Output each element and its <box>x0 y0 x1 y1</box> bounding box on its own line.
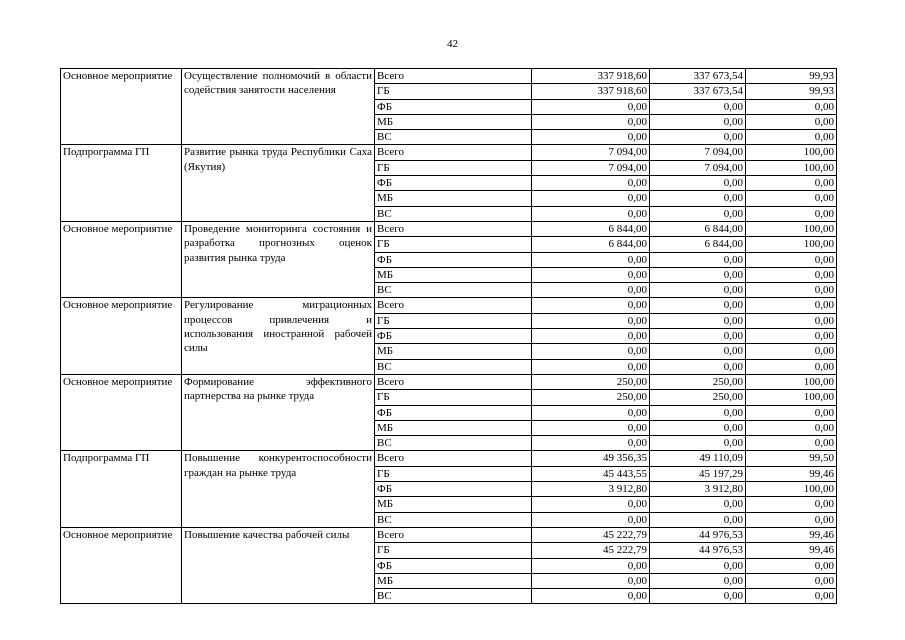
planned-amount-cell: 6 844,00 <box>532 237 650 252</box>
execution-percent-cell: 0,00 <box>746 329 837 344</box>
program-name-cell: Развитие рынка труда Республики Саха (Якутия) <box>182 145 375 221</box>
actual-amount-cell: 0,00 <box>650 176 746 191</box>
actual-amount-cell: 0,00 <box>650 298 746 313</box>
planned-amount-cell: 7 094,00 <box>532 145 650 160</box>
actual-amount-cell: 0,00 <box>650 191 746 206</box>
table-row <box>61 69 837 84</box>
planned-amount-cell: 7 094,00 <box>532 160 650 175</box>
actual-amount-cell: 0,00 <box>650 359 746 374</box>
funding-source-cell: ГБ <box>375 466 532 481</box>
actual-amount-cell: 0,00 <box>650 206 746 221</box>
actual-amount-cell: 0,00 <box>650 420 746 435</box>
funding-source-cell: ВС <box>375 589 532 604</box>
actual-amount-cell: 0,00 <box>650 436 746 451</box>
actual-amount-cell: 0,00 <box>650 130 746 145</box>
actual-amount-cell: 7 094,00 <box>650 145 746 160</box>
execution-percent-cell: 0,00 <box>746 558 837 573</box>
planned-amount-cell: 0,00 <box>532 344 650 359</box>
funding-source-cell: МБ <box>375 497 532 512</box>
execution-percent-cell: 99,93 <box>746 84 837 99</box>
funding-source-cell: Всего <box>375 527 532 542</box>
planned-amount-cell: 0,00 <box>532 512 650 527</box>
planned-amount-cell: 0,00 <box>532 298 650 313</box>
table-row <box>61 145 837 160</box>
table-row <box>61 221 837 236</box>
actual-amount-cell: 0,00 <box>650 558 746 573</box>
funding-source-cell: ФБ <box>375 252 532 267</box>
execution-percent-cell: 0,00 <box>746 298 837 313</box>
actual-amount-cell: 0,00 <box>650 573 746 588</box>
funding-source-cell: ГБ <box>375 160 532 175</box>
actual-amount-cell: 44 976,53 <box>650 543 746 558</box>
actual-amount-cell: 0,00 <box>650 114 746 129</box>
funding-source-cell: ГБ <box>375 237 532 252</box>
program-name-cell: Формирование эффективного партнерства на рынке труда <box>182 374 375 450</box>
actual-amount-cell: 0,00 <box>650 99 746 114</box>
actual-amount-cell: 250,00 <box>650 390 746 405</box>
planned-amount-cell: 45 222,79 <box>532 527 650 542</box>
planned-amount-cell: 0,00 <box>532 497 650 512</box>
execution-percent-cell: 0,00 <box>746 589 837 604</box>
planned-amount-cell: 0,00 <box>532 191 650 206</box>
funding-source-cell: ФБ <box>375 329 532 344</box>
actual-amount-cell: 45 197,29 <box>650 466 746 481</box>
execution-percent-cell: 0,00 <box>746 130 837 145</box>
execution-percent-cell: 0,00 <box>746 267 837 282</box>
planned-amount-cell: 0,00 <box>532 267 650 282</box>
execution-percent-cell: 0,00 <box>746 573 837 588</box>
planned-amount-cell: 337 918,60 <box>532 69 650 84</box>
funding-source-cell: Всего <box>375 298 532 313</box>
planned-amount-cell: 0,00 <box>532 206 650 221</box>
execution-percent-cell: 99,46 <box>746 527 837 542</box>
funding-source-cell: ГБ <box>375 390 532 405</box>
execution-percent-cell: 100,00 <box>746 237 837 252</box>
planned-amount-cell: 0,00 <box>532 329 650 344</box>
planned-amount-cell: 0,00 <box>532 558 650 573</box>
program-name-cell: Проведение мониторинга состояния и разработка прогнозных оценок развития рынка труда <box>182 221 375 297</box>
planned-amount-cell: 0,00 <box>532 573 650 588</box>
actual-amount-cell: 0,00 <box>650 283 746 298</box>
planned-amount-cell: 250,00 <box>532 374 650 389</box>
execution-percent-cell: 0,00 <box>746 436 837 451</box>
actual-amount-cell: 44 976,53 <box>650 527 746 542</box>
planned-amount-cell: 6 844,00 <box>532 221 650 236</box>
execution-percent-cell: 99,93 <box>746 69 837 84</box>
actual-amount-cell: 0,00 <box>650 589 746 604</box>
funding-source-cell: ВС <box>375 359 532 374</box>
planned-amount-cell: 0,00 <box>532 114 650 129</box>
funding-source-cell: Всего <box>375 374 532 389</box>
planned-amount-cell: 250,00 <box>532 390 650 405</box>
funding-source-cell: ВС <box>375 130 532 145</box>
planned-amount-cell: 0,00 <box>532 589 650 604</box>
funding-source-cell: ФБ <box>375 558 532 573</box>
program-type-cell: Основное мероприятие <box>61 221 182 297</box>
execution-percent-cell: 0,00 <box>746 176 837 191</box>
actual-amount-cell: 337 673,54 <box>650 84 746 99</box>
program-type-cell: Подпрограмма ГП <box>61 145 182 221</box>
funding-source-cell: МБ <box>375 114 532 129</box>
actual-amount-cell: 337 673,54 <box>650 69 746 84</box>
actual-amount-cell: 250,00 <box>650 374 746 389</box>
funding-source-cell: Всего <box>375 221 532 236</box>
actual-amount-cell: 6 844,00 <box>650 237 746 252</box>
actual-amount-cell: 0,00 <box>650 313 746 328</box>
actual-amount-cell: 7 094,00 <box>650 160 746 175</box>
execution-percent-cell: 99,50 <box>746 451 837 466</box>
program-name-cell: Регулирование миграционных процессов привлечения и использования иностранной рабочей силы <box>182 298 375 374</box>
actual-amount-cell: 0,00 <box>650 329 746 344</box>
actual-amount-cell: 0,00 <box>650 344 746 359</box>
actual-amount-cell: 0,00 <box>650 512 746 527</box>
funding-source-cell: МБ <box>375 191 532 206</box>
planned-amount-cell: 0,00 <box>532 359 650 374</box>
execution-percent-cell: 100,00 <box>746 221 837 236</box>
funding-source-cell: ФБ <box>375 482 532 497</box>
funding-source-cell: ФБ <box>375 405 532 420</box>
funding-source-cell: ВС <box>375 436 532 451</box>
funding-source-cell: МБ <box>375 573 532 588</box>
planned-amount-cell: 49 356,35 <box>532 451 650 466</box>
execution-percent-cell: 0,00 <box>746 252 837 267</box>
actual-amount-cell: 0,00 <box>650 267 746 282</box>
program-name-cell: Осуществление полномочий в области содействия занятости населения <box>182 69 375 145</box>
planned-amount-cell: 0,00 <box>532 313 650 328</box>
actual-amount-cell: 6 844,00 <box>650 221 746 236</box>
planned-amount-cell: 0,00 <box>532 283 650 298</box>
execution-percent-cell: 0,00 <box>746 359 837 374</box>
planned-amount-cell: 0,00 <box>532 99 650 114</box>
execution-percent-cell: 100,00 <box>746 160 837 175</box>
funding-source-cell: Всего <box>375 69 532 84</box>
execution-percent-cell: 0,00 <box>746 283 837 298</box>
execution-percent-cell: 0,00 <box>746 191 837 206</box>
execution-percent-cell: 0,00 <box>746 313 837 328</box>
planned-amount-cell: 3 912,80 <box>532 482 650 497</box>
program-type-cell: Основное мероприятие <box>61 374 182 450</box>
page-number: 42 <box>447 38 458 50</box>
planned-amount-cell: 0,00 <box>532 252 650 267</box>
table-row <box>61 451 837 466</box>
execution-percent-cell: 0,00 <box>746 512 837 527</box>
actual-amount-cell: 0,00 <box>650 405 746 420</box>
funding-source-cell: МБ <box>375 267 532 282</box>
budget-table <box>60 68 837 604</box>
execution-percent-cell: 100,00 <box>746 374 837 389</box>
funding-source-cell: ВС <box>375 283 532 298</box>
program-type-cell: Подпрограмма ГП <box>61 451 182 527</box>
funding-source-cell: Всего <box>375 145 532 160</box>
funding-source-cell: ФБ <box>375 176 532 191</box>
planned-amount-cell: 0,00 <box>532 130 650 145</box>
funding-source-cell: ВС <box>375 206 532 221</box>
planned-amount-cell: 0,00 <box>532 405 650 420</box>
execution-percent-cell: 0,00 <box>746 405 837 420</box>
execution-percent-cell: 100,00 <box>746 482 837 497</box>
funding-source-cell: МБ <box>375 420 532 435</box>
funding-source-cell: ФБ <box>375 99 532 114</box>
table-body <box>61 69 837 604</box>
planned-amount-cell: 0,00 <box>532 420 650 435</box>
table-row <box>61 298 837 313</box>
funding-source-cell: Всего <box>375 451 532 466</box>
funding-source-cell: МБ <box>375 344 532 359</box>
execution-percent-cell: 100,00 <box>746 390 837 405</box>
funding-source-cell: ВС <box>375 512 532 527</box>
execution-percent-cell: 100,00 <box>746 145 837 160</box>
program-type-cell: Основное мероприятие <box>61 69 182 145</box>
actual-amount-cell: 3 912,80 <box>650 482 746 497</box>
execution-percent-cell: 99,46 <box>746 466 837 481</box>
funding-source-cell: ГБ <box>375 543 532 558</box>
actual-amount-cell: 49 110,09 <box>650 451 746 466</box>
funding-source-cell: ГБ <box>375 313 532 328</box>
table-row <box>61 527 837 542</box>
program-name-cell: Повышение качества рабочей силы <box>182 527 375 603</box>
planned-amount-cell: 45 443,55 <box>532 466 650 481</box>
program-name-cell: Повышение конкурентоспособности граждан на рынке труда <box>182 451 375 527</box>
execution-percent-cell: 0,00 <box>746 497 837 512</box>
planned-amount-cell: 0,00 <box>532 436 650 451</box>
execution-percent-cell: 0,00 <box>746 206 837 221</box>
execution-percent-cell: 0,00 <box>746 99 837 114</box>
funding-source-cell: ГБ <box>375 84 532 99</box>
planned-amount-cell: 45 222,79 <box>532 543 650 558</box>
execution-percent-cell: 0,00 <box>746 420 837 435</box>
planned-amount-cell: 0,00 <box>532 176 650 191</box>
actual-amount-cell: 0,00 <box>650 497 746 512</box>
execution-percent-cell: 0,00 <box>746 114 837 129</box>
program-type-cell: Основное мероприятие <box>61 527 182 603</box>
table-row <box>61 374 837 389</box>
execution-percent-cell: 99,46 <box>746 543 837 558</box>
execution-percent-cell: 0,00 <box>746 344 837 359</box>
program-type-cell: Основное мероприятие <box>61 298 182 374</box>
planned-amount-cell: 337 918,60 <box>532 84 650 99</box>
actual-amount-cell: 0,00 <box>650 252 746 267</box>
